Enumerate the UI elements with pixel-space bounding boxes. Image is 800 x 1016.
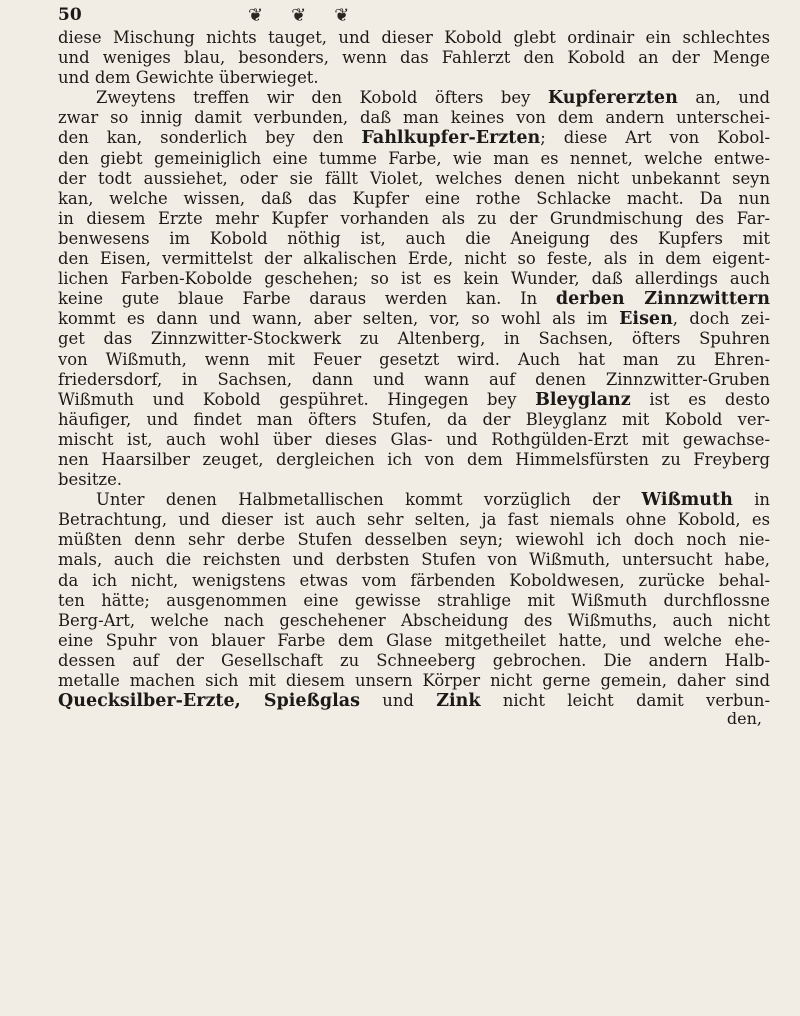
- text-line: Wißmuth und Kobold gespühret. Hingegen bey Bleyglanz ist es desto: [58, 389, 770, 410]
- page-number: 50: [58, 5, 82, 25]
- text-line: in diesem Erzte mehr Kupfer vorhanden als zu der Grundmischung des Far-: [58, 208, 770, 228]
- text-line: keine gute blaue Farbe daraus werden kan. In derben Zinnzwittern: [58, 289, 770, 310]
- text-line: und dem Gewichte überwieget.: [58, 68, 319, 88]
- ornament-icon: ❦: [248, 4, 264, 26]
- text-line: lichen Farben-Kobolde geschehen; so ist es kein Wunder, daß allerdings auch: [58, 269, 770, 289]
- text-line: diese Mischung nichts tauget, und dieser Kobold glebt ordinair ein schlechtes: [58, 28, 770, 47]
- emphasized-term: Quecksilber-Erzte, Spießglas: [58, 691, 360, 712]
- text-line: Betrachtung, und dieser ist auch sehr selten, ja fast niemals ohne Kobold, es: [58, 510, 770, 530]
- text-line: mischt ist, auch wohl über dieses Glas- und Rothgülden-Erzt mit gewachse-: [58, 429, 770, 449]
- text-line: Berg-Art, welche nach geschehener Abscheidung des Wißmuths, auch nicht: [58, 610, 770, 630]
- emphasized-term: Eisen: [619, 309, 673, 330]
- text-line: friedersdorf, in Sachsen, dann und wann auf denen Zinnzwitter-Gruben: [58, 369, 770, 389]
- emphasized-term: Fahlkupfer-Erzten: [361, 128, 541, 149]
- text-line: zwar so innig damit verbunden, daß man keines von dem andern unterschei-: [58, 108, 770, 128]
- ornament-icon: ❦: [291, 4, 307, 26]
- text-line: den giebt gemeiniglich eine tumme Farbe, wie man es nennet, welche entwe-: [58, 148, 770, 168]
- text-line: von Wißmuth, wenn mit Feuer gesetzt wird. Auch hat man zu Ehren-: [58, 349, 770, 369]
- text-line: metalle machen sich mit diesem unsern Körper nicht gerne gemein, daher sind: [58, 671, 770, 690]
- text-line: da ich nicht, wenigstens etwas vom färbenden Koboldwesen, zurücke behal-: [58, 570, 770, 590]
- text-line: mals, auch die reichsten und derbsten Stufen von Wißmuth, untersucht habe,: [58, 550, 770, 570]
- text-line: besitze.: [58, 470, 122, 490]
- text-line: müßten denn sehr derbe Stufen desselben seyn; wiewohl ich doch noch nie-: [58, 530, 770, 550]
- emphasized-term: Wißmuth: [641, 490, 733, 511]
- emphasized-term: derben Zinnzwittern: [555, 289, 770, 310]
- text-line: nen Haarsilber zeuget, dergleichen ich von dem Himmelsfürsten zu Freyberg: [58, 449, 770, 469]
- text-line: Zweytens treffen wir den Kobold öfters bey Kupfererzten an, und: [96, 88, 770, 109]
- catchword: den,: [726, 709, 762, 729]
- header-ornaments: [248, 5, 349, 26]
- text-line: der todt aussiehet, oder sie fällt Violet, welches denen nicht unbekannt seyn: [58, 168, 770, 188]
- emphasized-term: Bleyglanz: [535, 389, 631, 410]
- text-line: kan, welche wissen, daß das Kupfer eine rothe Schlacke macht. Da nun: [58, 188, 770, 208]
- text-line: den kan, sonderlich bey den Fahlkupfer-Erzten; diese Art von Kobol-: [58, 128, 770, 149]
- text-line: und weniges blau, besonders, wenn das Fahlerzt den Kobold an der Menge: [58, 48, 770, 68]
- text-line: Unter denen Halbmetallischen kommt vorzüglich der Wißmuth in: [96, 490, 770, 511]
- emphasized-term: Zink: [436, 691, 481, 712]
- ornament-icon: ❦: [334, 4, 350, 26]
- text-line: ten hätte; ausgenommen eine gewisse strahlige mit Wißmuth durchflossne: [58, 590, 770, 610]
- text-line: den Eisen, vermittelst der alkalischen Erde, nicht so feste, als in dem eigent-: [58, 249, 770, 269]
- text-line: get das Zinnzwitter-Stockwerk zu Altenberg, in Sachsen, öfters Spuhren: [58, 329, 770, 349]
- text-line: eine Spuhr von blauer Farbe dem Glase mitgetheilet hatte, und welche ehe-: [58, 630, 770, 650]
- body-text: [58, 28, 770, 711]
- text-line: benwesens im Kobold nöthig ist, auch die Aneigung des Kupfers mit: [58, 228, 770, 248]
- emphasized-term: Kupfererzten: [547, 88, 678, 109]
- text-line: dessen auf der Gesellschaft zu Schneeberg gebrochen. Die andern Halb-: [58, 650, 770, 670]
- text-line: Quecksilber-Erzte, Spießglas und Zink nicht leicht damit verbun-: [58, 691, 770, 712]
- text-line: kommt es dann und wann, aber selten, vor, so wohl als im Eisen, doch zei-: [58, 309, 770, 330]
- page-header: [58, 4, 770, 26]
- text-line: häufiger, und findet man öfters Stufen, da der Bleyglanz mit Kobold ver-: [58, 409, 770, 429]
